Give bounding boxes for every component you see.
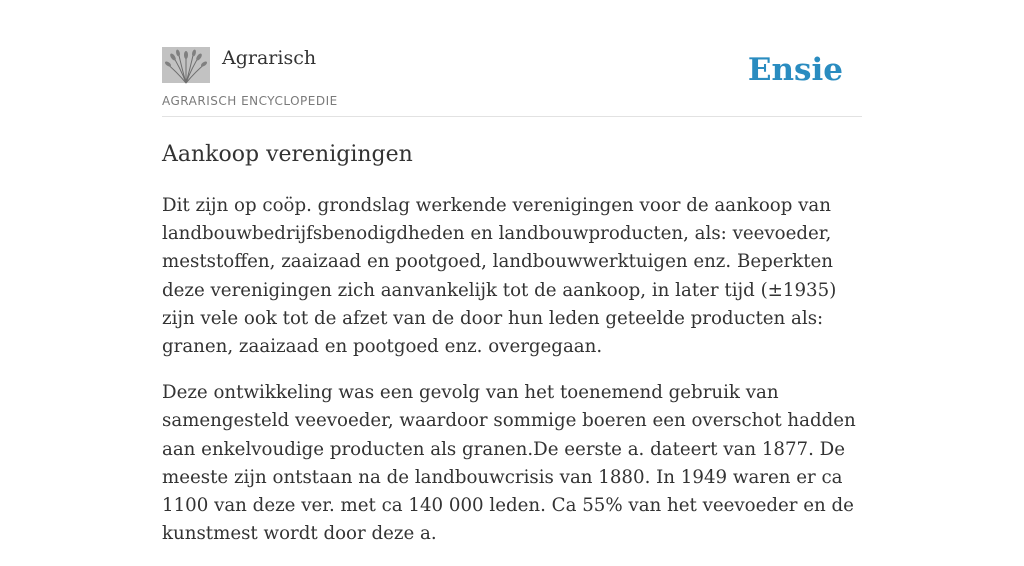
page-title: Aankoop verenigingen (162, 142, 413, 167)
source-subtitle: AGRARISCH ENCYCLOPEDIE (162, 94, 338, 108)
brand-logo[interactable]: Ensie (747, 52, 843, 88)
source-name[interactable]: Agrarisch (222, 47, 317, 69)
site-header (162, 46, 862, 117)
article-body (162, 192, 862, 566)
article-paragraph: Deze ontwikkeling was een gevolg van het toenemend gebruik van samengesteld veevoeder, waardoor sommige boeren een overschot hadden aan enkelvoudige producten als granen.De eerste a. dateert van 1877. De meeste zijn ontstaan na de landbouwcrisis van 1880. In 1949 waren er ca 1100 van deze ver. met ca 140 000 leden. Ca 55% van het veevoeder en de kunstmest wordt door deze a. (162, 382, 856, 545)
article-paragraph: Dit zijn op coöp. grondslag werkende verenigingen voor de aankoop van landbouwbedrijfsbenodigdheden en landbouwproducten, als: veevoeder, meststoffen, zaaizaad en pootgoed, landbouwwerktuigen enz. Beperkten deze verenigingen zich aanvankelijk tot de aankoop, in later tijd (±1935) zijn vele ook tot de afzet van de door hun leden geteelde producten als: granen, zaaizaad en pootgoed enz. overgegaan. (162, 195, 837, 358)
wheat-icon[interactable] (162, 47, 210, 83)
